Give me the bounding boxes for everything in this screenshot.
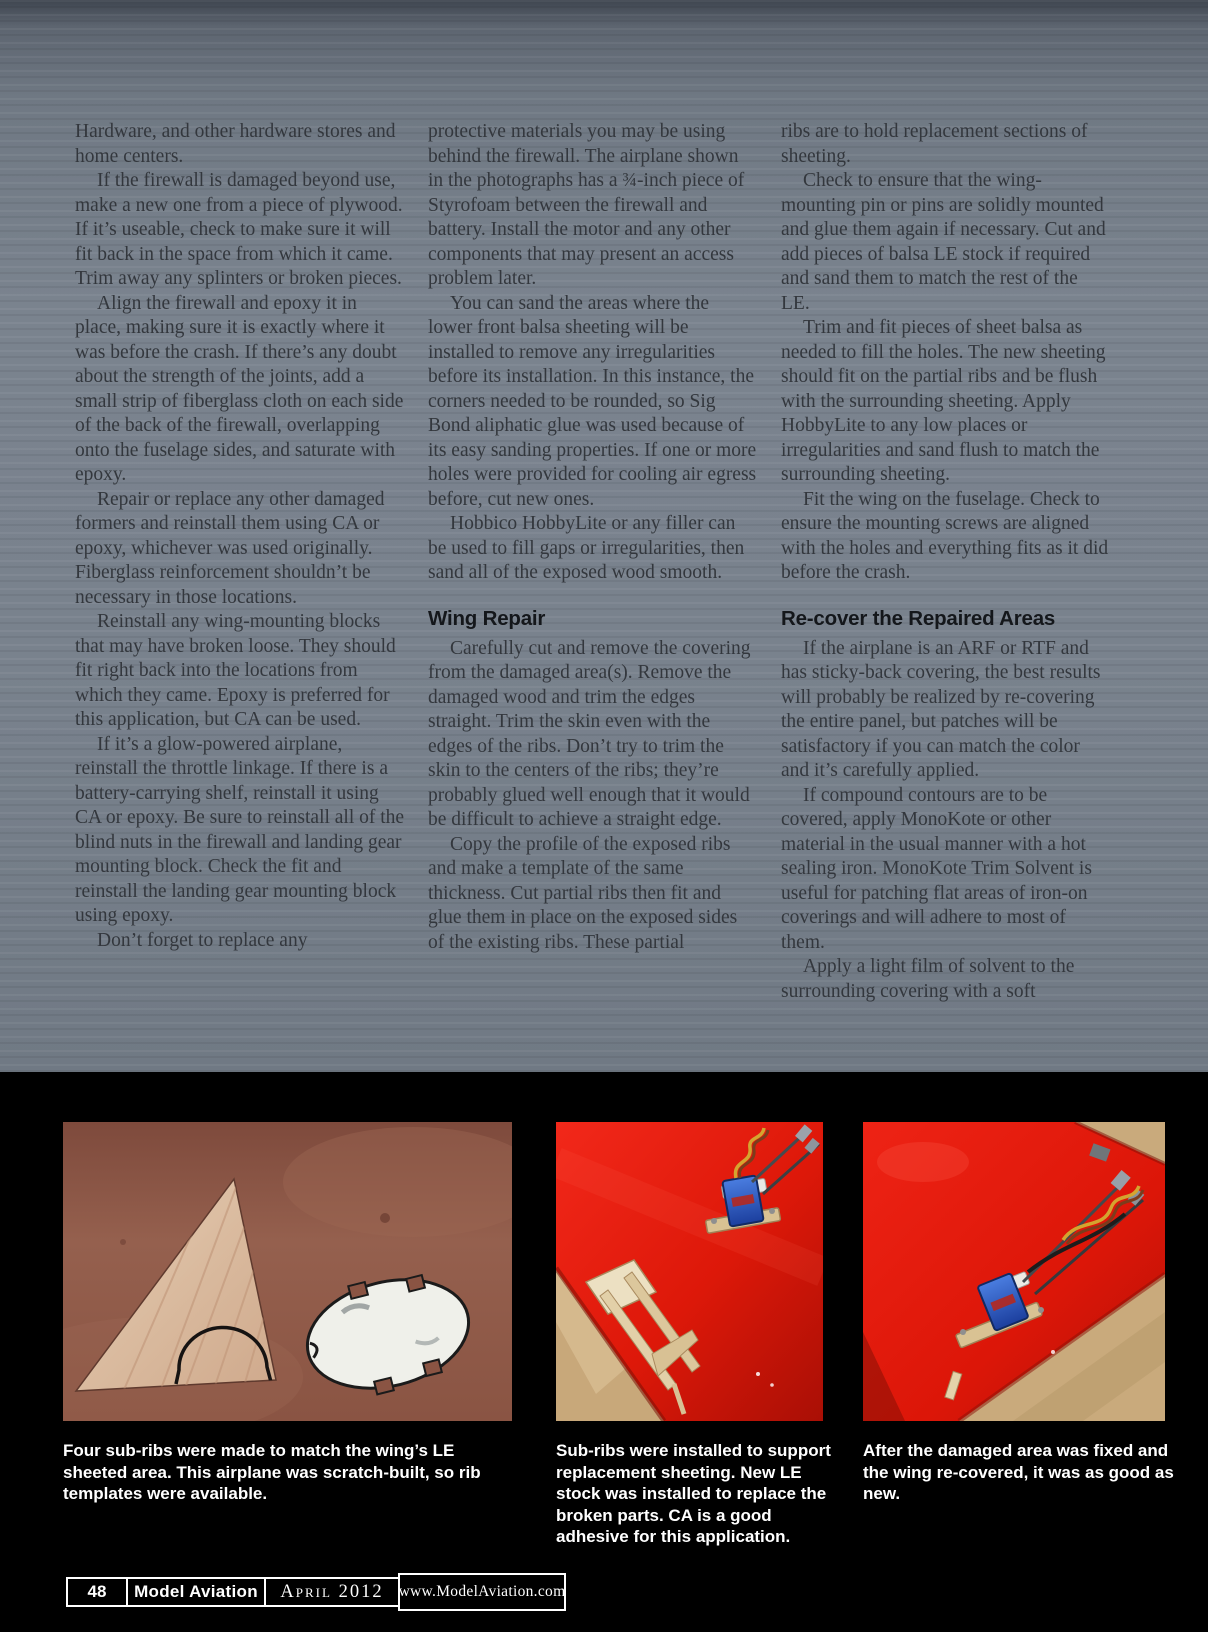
article-columns [75,120,1111,1004]
paragraph: Trim and fit pieces of sheet balsa as needed to fill the holes. The new sheeting should fit on the partial ribs and be flush with the surrounding sheeting. Apply HobbyLite to any low places or irregularities and sand flush to match the surrounding sheeting. [781,317,1106,485]
issue-date: April 2012 [280,1581,384,1602]
photo-3-image [863,1122,1165,1421]
section-heading: Wing Repair [428,606,546,630]
photo-1-caption: Four sub-ribs were made to match the wing’s LE sheeted area. This airplane was scratch-built, so rib templates were available. [63,1441,481,1503]
page-footer [66,1577,566,1607]
text-column [75,120,405,1004]
paragraph: Fit the wing on the fuselage. Check to ensure the mounting screws are aligned with the holes and everything fits as it did before the crash. [781,488,1109,583]
website-url: www.ModelAviation.com [398,1573,566,1611]
photo-2-caption: Sub-ribs were installed to support replacement sheeting. New LE stock was installed to replace the broken parts. CA is a good adhesive for this application. [556,1441,831,1546]
paragraph: Copy the profile of the exposed ribs and make a template of the same thickness. Cut partial ribs then fit and glue them in place on the exposed sides of the existing ribs. These partial [428,833,738,953]
paragraph: Apply a light film of solvent to the surrounding covering with a soft [781,956,1075,1002]
paragraph: Don’t forget to replace any [97,929,308,951]
paragraph: Align the firewall and epoxy it in place, making sure it is exactly where it was before the crash. If there’s any doubt about the strength of the joints, add a small strip of fiberglass cloth on each side of the back of the firewall, overlapping onto the fuselage sides, and saturate with epoxy. [75,292,404,485]
paragraph: Reinstall any wing-mounting blocks that may have broken loose. They should fit right back into the locations from which they came. Epoxy is preferred for this application, but CA can be used. [75,611,396,730]
photo-balsa-sub-rib-and-template [63,1122,512,1421]
photo-3-caption: After the damaged area was fixed and the wing re-covered, it was as good as new. [863,1441,1174,1503]
text-column [428,120,758,1004]
section-heading: Re-cover the Repaired Areas [781,606,1056,630]
photo-repaired-wing [863,1122,1165,1421]
paragraph: If compound contours are to be covered, apply MonoKote or other material in the usual manner with a hot sealing iron. MonoKote Trim Solvent is useful for patching flat areas of iron-on coverings and will adhere to most of them. [781,784,1092,953]
photo-2-image [556,1122,823,1421]
photo-1-image [63,1122,512,1421]
paragraph: If the airplane is an ARF or RTF and has sticky-back covering, the best results will probably be realized by re-covering the entire panel, but patches will be satisfactory if you can match the color and it’s carefully applied. [781,637,1101,781]
paragraph: Hardware, and other hardware stores and home centers. [75,121,396,167]
magazine-title: Model Aviation [128,1579,266,1605]
photo-sub-ribs-installed [556,1122,823,1421]
paragraph: You can sand the areas where the lower front balsa sheeting will be installed to remove any irregularities before its installation. In this instance, the corners needed to be rounded, so Sig Bond aliphatic glue was used because of its easy sanding properties. If one or more holes were provided for cooling air egress before, cut new ones. [428,292,757,510]
paragraph: If the firewall is damaged beyond use, make a new one from a piece of plywood. If it’s useable, check to make sure it will fit back in the space from which it came. Trim away any splinters or broken pieces. [75,170,403,289]
paragraph: Carefully cut and remove the covering from the damaged area(s). Remove the damaged wood and trim the edges straight. Trim the skin even with the edges of the ribs. Don’t try to trim the skin to the centers of the ribs; they’re probably glued well enough that it would be difficult to achieve a straight edge. [428,637,751,830]
paragraph: ribs are to hold replacement sections of sheeting. [781,121,1088,167]
paragraph: If it’s a glow-powered airplane, reinstall the throttle linkage. If there is a battery-carrying shelf, reinstall it using CA or epoxy. Be sure to reinstall all of the blind nuts in the firewall and landing gear mounting block. Check the fit and reinstall the landing gear mounting block using epoxy. [75,733,405,926]
paragraph: Check to ensure that the wing-mounting pin or pins are solidly mounted and glue them again if necessary. Cut and add pieces of balsa LE stock if required and sand them to match the rest of the LE. [781,170,1106,314]
paragraph: protective materials you may be using behind the firewall. The airplane shown in the photographs has a ¾-inch piece of Styrofoam between the firewall and battery. Install the motor and any other components that may present an access problem later. [428,121,745,289]
paragraph: Repair or replace any other damaged formers and reinstall them using CA or epoxy, whichever was used originally. Fiberglass reinforcement shouldn’t be necessary in those locations. [75,488,385,608]
text-column [781,120,1111,1004]
paragraph: Hobbico HobbyLite or any filler can be used to fill gaps or irregularities, then sand all of the exposed wood smooth. [428,513,745,583]
page-number: 48 [68,1579,128,1605]
